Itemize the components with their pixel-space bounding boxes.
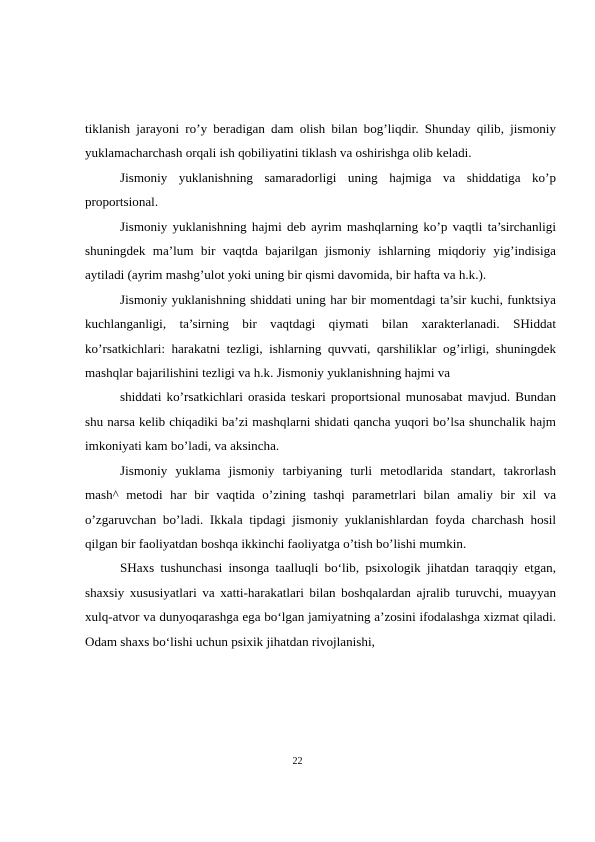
paragraph: Jismoniy yuklanishning hajmi deb ayrim mashqlarning ko’p vaqtli ta’sirchanligi shuningdek ma’lum bir vaqtda bajarilgan jismoniy ishlarning miqdoriy yig’indisiga aytiladi (ayrim mashg’ulot yoki uning bir qismi davomida, bir hafta va h.k.). [85,218,556,283]
paragraph: shiddati ko’rsatkichlari orasida teskari proportsional munosabat mavjud. Bundan shu narsa kelib chiqadiki ba’zi mashqlarni shidati qancha yuqori bo’lsa shunchalik hajm imkoniyati kam bo’ladi, va aksincha. [85,389,556,454]
paragraph: Jismoniy yuklanishning shiddati uning har bir momentdagi ta’sir kuchi, funktsiya kuchlanganligi, ta’sirning bir vaqtdagi qiymati bilan xarakterlanadi. SHiddat ko’rsatkichlari: harakatni tezligi, ishlarning quvvati, qarshiliklar og’irligi, shuningdek mashqlar bajarilishini tezligi va h.k. Jismoniy yuklanishning hajmi va [85,291,556,381]
paragraph: Jismoniy yuklama jismoniy tarbiyaning turli metodlarida standart, takrorlash mash^ metodi har bir vaqtida o’zining tashqi parametrlari bilan amaliy bir xil va o’zgaruvchan bo’ladi. Ikkala tipdagi jismoniy yuklanishlardan foyda charchash hosil qilgan bir faoliyatdan boshqa ikkinchi faoliyatga o’tish bo’lishi mumkin. [85,462,556,551]
paragraph: SHaxs tushunchasi insonga taalluqli bo‘lib, psixologik jihatdan taraqqiy etgan, shaxsiy xususiyatlari va xatti-harakatlari bilan boshqalardan ajralib turuvchi, muayyan xulq-atvor va dunyoqarashga ega bo‘lgan jamiyatning a’zosini ifodalashga xizmat qiladi. Odam shaxs bo‘lishi uchun psixik jihatdan rivojlanishi, [85,560,556,649]
page-number: 22 [292,756,303,767]
paragraph: tiklanish jarayoni ro’y beradigan dam olish bilan bog’liqdir. Shunday qilib, jismoniy yuklamacharchash orqali ish qobiliyatini tiklash va oshirishga olib keladi. [85,121,556,161]
paragraph: Jismoniy yuklanishning samaradorligi uning hajmiga va shiddatiga ko’p proportsional. [85,169,556,210]
document-body [85,117,556,654]
